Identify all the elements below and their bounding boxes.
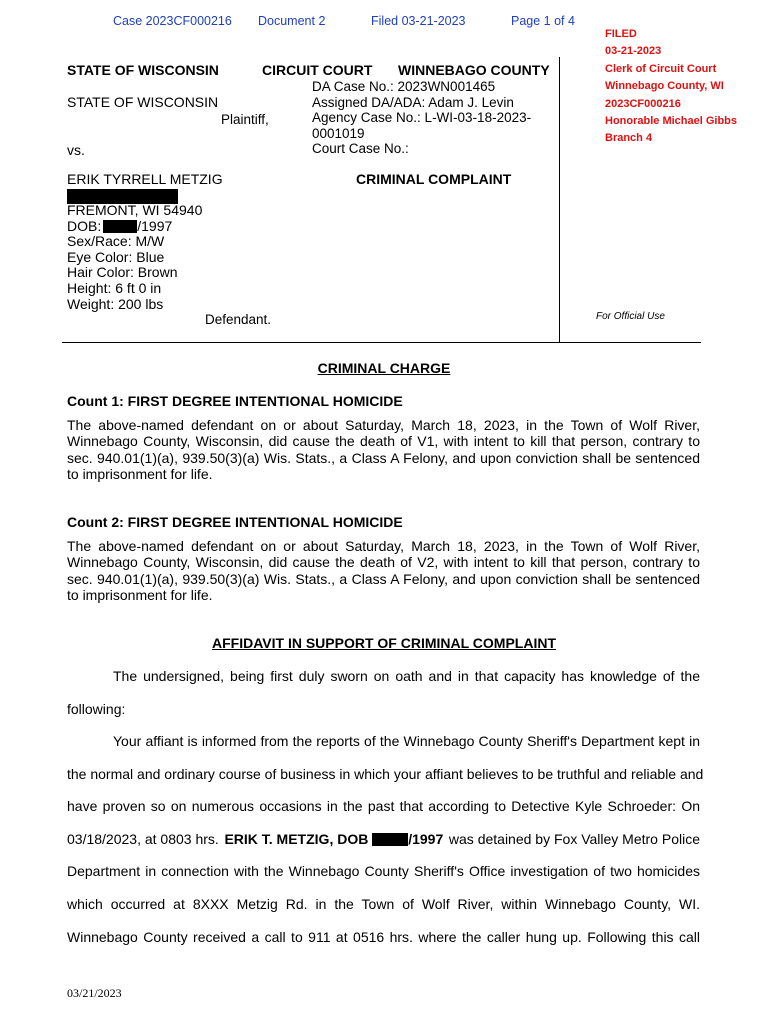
- defendant-hair-color: Hair Color: Brown: [67, 264, 178, 281]
- caption-court: CIRCUIT COURT: [262, 62, 373, 78]
- document-number: Document 2: [258, 14, 326, 28]
- court-case-number: Court Case No.:: [312, 141, 409, 156]
- affidavit-line: Department in connection with the Winnebago County Sheriff's Office investigation of two homicides: [67, 863, 700, 879]
- affidavit-line-detention: [67, 831, 700, 847]
- affidavit-line: The undersigned, being first duly sworn on oath and in that capacity has knowledge of the: [113, 668, 700, 684]
- page-indicator: Page 1 of 4: [511, 14, 575, 28]
- affidavit-line: the normal and ordinary course of business in which your affiant believes to be truthful and reliable and: [67, 766, 704, 782]
- stamp-line: 2023CF000216: [605, 97, 681, 110]
- vs-label: vs.: [67, 142, 85, 158]
- agency-case-number: Agency Case No.: L-WI-03-18-2023-: [312, 110, 532, 125]
- assigned-ada: Assigned DA/ADA: Adam J. Levin: [312, 94, 514, 110]
- defendant-height: Height: 6 ft 0 in: [67, 279, 162, 296]
- detention-agency: was detained by Fox Valley Metro Police: [448, 831, 700, 847]
- count-1-text: The above-named defendant on or about Saturday, March 18, 2023, in the Town of Wolf River, Winnebago County, Wisconsin, did cause the death of V1, with intent to kill that person, contrary to sec. 940.01(1)(a), 939.50(3)(a) Wis. Stats., a Class A Felony, and upon conviction shall be sentenced to imprisonment for life.: [67, 417, 700, 482]
- stamp-line: Branch 4: [605, 132, 653, 145]
- caption-county: WINNEBAGO COUNTY: [398, 62, 550, 78]
- stamp-line: Clerk of Circuit Court: [605, 62, 717, 75]
- stamp-line: Honorable Michael Gibbs: [605, 115, 738, 128]
- plaintiff-name: STATE OF WISCONSIN: [67, 94, 219, 110]
- affidavit-line: Winnebago County received a call to 911 at 0516 hrs. where the caller hung up. Following this call: [67, 929, 700, 945]
- complaint-title: CRIMINAL COMPLAINT: [356, 171, 512, 187]
- defendant-dob-inline: [224, 831, 443, 847]
- criminal-charge-heading: CRIMINAL CHARGE: [317, 360, 451, 376]
- defendant-details: [67, 203, 202, 312]
- defendant-name-bold: ERIK T. METZIG, DOB: [224, 831, 369, 847]
- defendant-label: Defendant.: [205, 312, 272, 327]
- dob-year: /1997: [137, 217, 173, 234]
- filed-date: Filed 03-21-2023: [371, 14, 466, 28]
- defendant-name: ERIK TYRRELL METZIG: [67, 171, 223, 187]
- da-case-number: DA Case No.: 2023WN001465: [312, 79, 496, 94]
- affidavit-line: Your affiant is informed from the reports of the Winnebago County Sheriff's Department kept in: [113, 733, 700, 749]
- case-number: Case 2023CF000216: [113, 14, 232, 28]
- defendant-sex-race: Sex/Race: M/W: [67, 233, 165, 250]
- affidavit-line: which occurred at 8XXX Metzig Rd. in the Town of Wolf River, within Winnebago County, WI.: [67, 896, 700, 912]
- count-2-title: Count 2: FIRST DEGREE INTENTIONAL HOMICIDE: [67, 514, 403, 530]
- inline-dob-year: /1997: [408, 831, 444, 847]
- filing-stamp: [605, 26, 765, 148]
- defendant-city: FREMONT, WI 54940: [67, 202, 203, 218]
- count-1-title: Count 1: FIRST DEGREE INTENTIONAL HOMICIDE: [67, 393, 403, 409]
- detention-time: 03/18/2023, at 0803 hrs.: [67, 831, 219, 847]
- plaintiff-label: Plaintiff,: [221, 112, 269, 127]
- affidavit-heading: AFFIDAVIT IN SUPPORT OF CRIMINAL COMPLAINT: [211, 635, 557, 651]
- defendant-weight: Weight: 200 lbs: [67, 295, 164, 312]
- footer-date: 03/21/2023: [67, 986, 122, 1000]
- caption-rule: [62, 342, 701, 343]
- inline-dob-redaction: [372, 833, 408, 846]
- defendant-dob: [67, 219, 202, 235]
- affidavit-line: have proven so on numerous occasions in the past that according to Detective Kyle Schroeder: On: [67, 798, 700, 814]
- stamp-line: FILED: [605, 28, 637, 40]
- dob-label: DOB:: [67, 217, 102, 234]
- agency-case-number-cont: 0001019: [312, 125, 365, 141]
- caption-state: STATE OF WISCONSIN: [67, 62, 219, 78]
- stamp-line: 03-21-2023: [605, 45, 662, 58]
- official-use-label: For Official Use: [596, 311, 665, 322]
- vertical-divider: [559, 57, 560, 342]
- defendant-eye-color: Eye Color: Blue: [67, 248, 165, 265]
- count-2-text: The above-named defendant on or about Saturday, March 18, 2023, in the Town of Wolf River, Winnebago County, Wisconsin, did cause the death of V2, with intent to kill that person, contrary to sec. 940.01(1)(a), 939.50(3)(a) Wis. Stats., a Class A Felony, and upon conviction shall be sentenced to imprisonment for life.: [67, 538, 700, 603]
- case-info: [312, 79, 552, 157]
- stamp-line: Winnebago County, WI: [605, 80, 724, 93]
- dob-redaction: [103, 220, 137, 233]
- affidavit-line: following:: [67, 701, 126, 717]
